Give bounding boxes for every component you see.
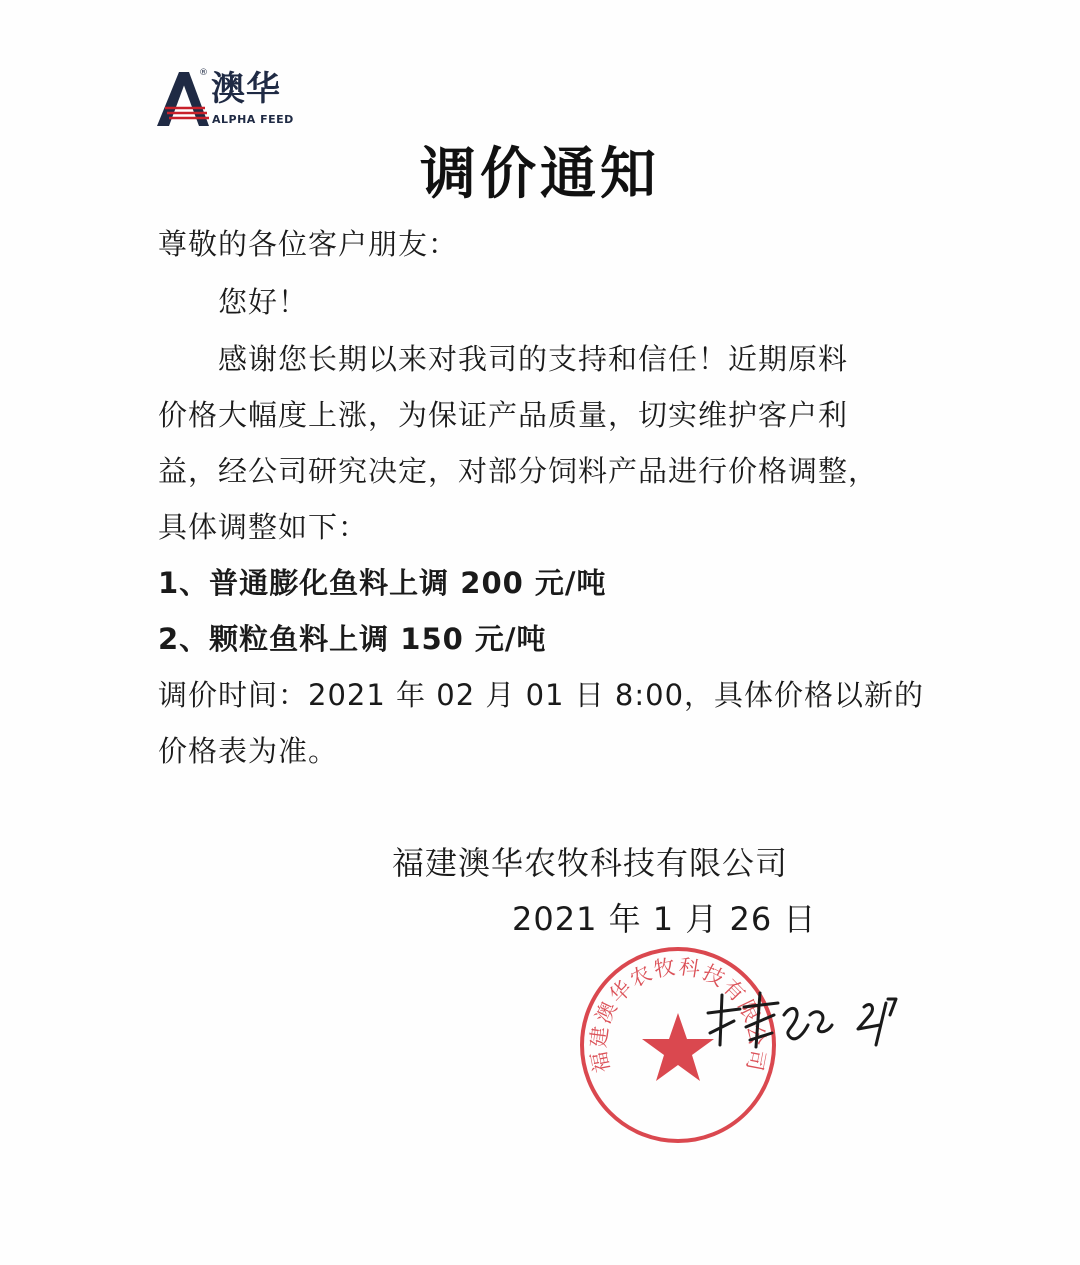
body-line: 益，经公司研究决定，对部分饲料产品进行价格调整， [158,454,879,488]
company-logo [155,68,295,130]
body-line: 具体调整如下： [158,510,369,544]
adjustment-item: 2、颗粒鱼料上调 150 元/吨 [158,622,547,656]
adjustment-item: 1、普通膨化鱼料上调 200 元/吨 [158,566,607,600]
company-name: 福建澳华农牧科技有限公司 [392,844,789,882]
logo-english-name: ALPHA FEED [212,113,294,126]
logo-chinese-name: 澳华 [211,69,281,109]
notice-title: 调价通知 [420,142,660,207]
effective-time-line: 价格表为准。 [158,734,339,768]
body-line: 感谢您长期以来对我司的支持和信任！近期原料 [218,342,849,376]
issue-date: 2021 年 1 月 26 日 [512,900,817,938]
body-line: 价格大幅度上涨，为保证产品质量，切实维护客户利 [158,398,849,432]
greeting: 您好！ [218,285,309,319]
salutation: 尊敬的各位客户朋友： [158,227,459,261]
handwritten-signature [700,985,910,1070]
effective-time-line: 调价时间：2021 年 02 月 01 日 8:00，具体价格以新的 [158,678,925,712]
registered-mark: ® [199,68,208,78]
svg-text:福建澳华农牧科技有限公司: 福建澳华农牧科技有限公司 [586,954,770,1075]
